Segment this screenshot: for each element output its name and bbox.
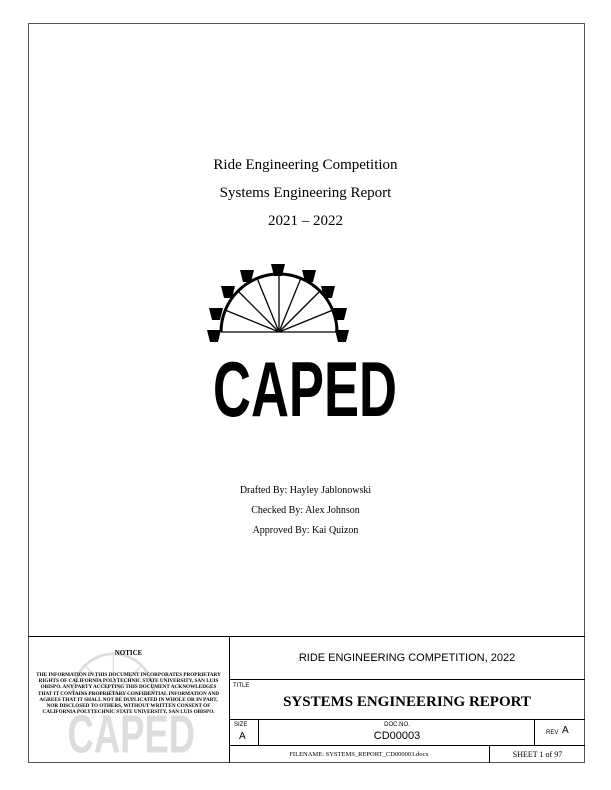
cover-title xyxy=(0,151,611,235)
checked-by: Checked By: Alex Johnson xyxy=(251,505,360,516)
notice-title: NOTICE xyxy=(114,649,143,657)
svg-text:CAPED: CAPED xyxy=(67,704,196,760)
docno-cell xyxy=(259,720,535,746)
notice-text: THE INFORMATION IN THIS DOCUMENT INCORPORATES PROPRIETARY RIGHTS OF CALIFORNIA POLYTECHNIC STATE UNIVERSITY, SAN LUIS OBISPO. ANY PARTY ACCEPTING THIS DOCUMENT ACKNOWLEDGES THAT IT CONTAINS PROPRIETARY CONFIDENTIAL INFORMATION AND AGREES THAT IT SHALL NOT BE DUPLICATED IN WHOLE OR IN PART, NOR DISCLOSED TO OTHERS, WITHOUT WRITTEN CONSENT OF CALIFORNIA POLYTECHNIC STATE UNIVERSITY, SAN LUIS OBISPO. xyxy=(36,672,221,716)
document-title: SYSTEMS ENGINEERING REPORT xyxy=(283,694,531,710)
title-label: TITLE xyxy=(233,683,250,689)
sheet-cell: SHEET 1 of 97 xyxy=(512,750,563,759)
size-label: SIZE xyxy=(234,722,248,728)
docno-value: CD00003 xyxy=(373,730,421,742)
drafted-by: Drafted By: Hayley Jablonowski xyxy=(239,485,372,496)
size-cell xyxy=(229,720,259,746)
title-block-table xyxy=(28,636,585,763)
rev-cell xyxy=(535,720,585,746)
competition-cell: RIDE ENGINEERING COMPETITION, 2022 xyxy=(229,637,585,680)
ferris-wheel-icon xyxy=(207,264,349,342)
filename-cell: FILENAME: SYSTEMS_REPORT_CD000003.docx xyxy=(229,746,490,763)
title-cell xyxy=(229,680,585,720)
title-line-3: 2021 – 2022 xyxy=(268,213,343,229)
caped-logo xyxy=(205,262,407,422)
size-value: A xyxy=(239,731,246,742)
title-line-1: Ride Engineering Competition xyxy=(213,157,398,173)
rev-value: A xyxy=(562,725,569,736)
docno-label: DOC.NO. xyxy=(384,722,410,728)
rev-label: REV xyxy=(546,730,559,736)
logo-wordmark: CAPED xyxy=(213,345,397,422)
approved-by: Approved By: Kai Quizon xyxy=(252,525,359,536)
title-line-2: Systems Engineering Report xyxy=(219,185,392,201)
credits xyxy=(0,481,611,541)
notice-cell xyxy=(28,637,230,763)
